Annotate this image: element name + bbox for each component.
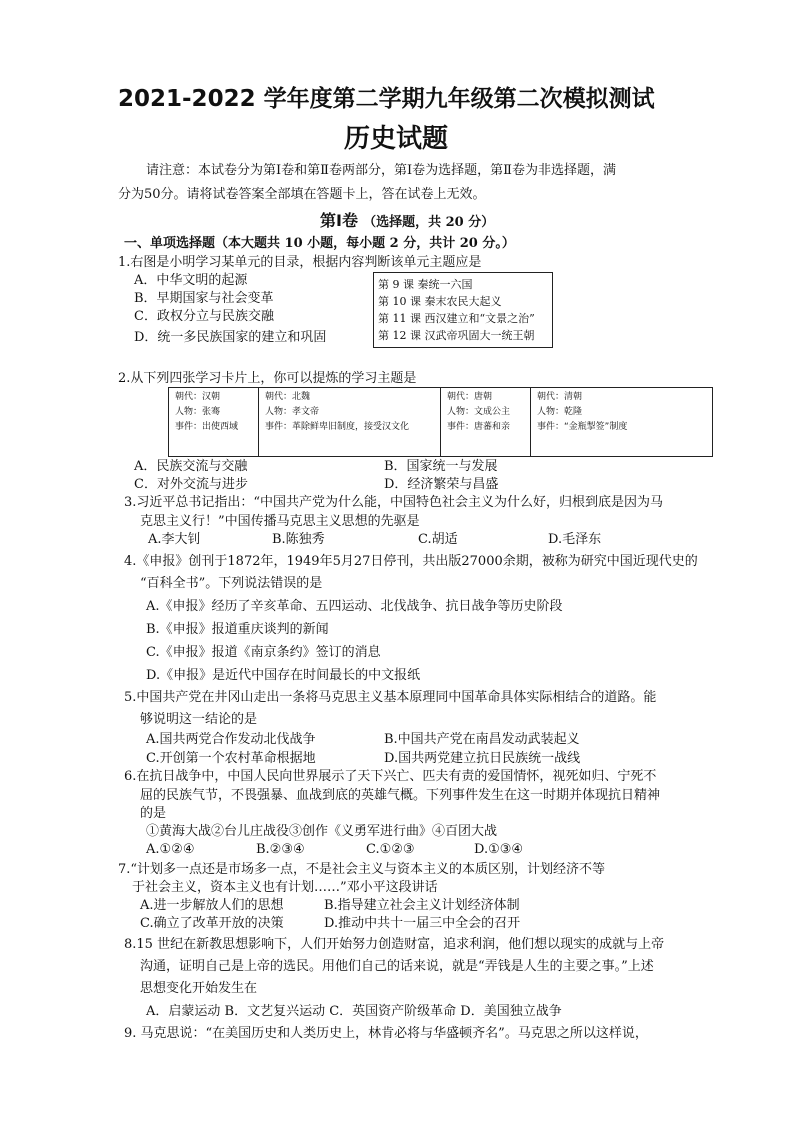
q5-stem-line-1: 5.中国共产党在井冈山走出一条将马克思主义基本原理同中国革命具体实际相结合的道路。能: [124, 690, 657, 705]
q9-stem-line-1: 9. 马克思说：“在美国历史和人类历史上，林肯必将与华盛顿齐名”。马克思之所以这样说，: [124, 1026, 648, 1041]
q6-stem-line-2: 屈的民族气节，不畏强暴、血战到底的英雄气概。下列事件发生在这一时期并体现抗日精神: [140, 788, 661, 803]
card-event: 事件：“金瓶掣签”制度: [537, 422, 628, 432]
q7-option-b: B.指导建立社会主义计划经济体制: [324, 898, 520, 913]
q1-option-c: C．政权分立与民族交融: [134, 309, 274, 324]
exam-title: 2021-2022 学年度第二学期九年级第二次模拟测试: [118, 86, 655, 112]
q2-stem: 2.从下列四张学习卡片上，你可以提炼的学习主题是: [118, 371, 417, 386]
q3-option-d: D.毛泽东: [548, 532, 602, 547]
card-event: 事件：唐蕃和亲: [447, 422, 511, 432]
q6-stem-line-3: 的是: [140, 806, 167, 821]
study-card: [531, 388, 712, 456]
q1-catalog-box: [373, 272, 553, 348]
q3-option-c: C.胡适: [418, 532, 458, 547]
q5-option-d: D.国共两党建立抗日民族统一战线: [384, 751, 581, 766]
q8-stem-line-3: 思想变化开始发生在: [140, 981, 258, 996]
q7-stem-line-2: 于社会主义，资本主义也有计划……”邓小平这段讲话: [132, 880, 438, 895]
card-person: 人物：张骞: [175, 407, 221, 417]
part1-title: 第Ⅰ卷: [320, 211, 358, 230]
catalog-lesson-12: 第 12 课 汉武帝巩固大一统王朝: [378, 329, 535, 342]
q2-study-cards: [168, 387, 713, 457]
card-dynasty: 朝代：唐朝: [447, 392, 493, 402]
q8-options: A．启蒙运动 B．文艺复兴运动 C．英国资产阶级革命 D．美国独立战争: [146, 1004, 562, 1019]
q1-option-b: B．早期国家与社会变革: [134, 291, 274, 306]
q6-items: ①黄海大战②台儿庄战役③创作《义勇军进行曲》④百团大战: [146, 824, 498, 839]
q3-option-b: B.陈独秀: [272, 532, 325, 547]
catalog-lesson-11: 第 11 课 西汉建立和“文景之治”: [378, 312, 535, 325]
q4-option-a: A.《申报》经历了辛亥革命、五四运动、北伐战争、抗日战争等历史阶段: [146, 599, 563, 614]
q4-option-d: D.《申报》是近代中国存在时间最长的中文报纸: [146, 668, 421, 683]
card-dynasty: 朝代：清朝: [537, 392, 583, 402]
q6-option-b: B.②③④: [256, 842, 305, 857]
notice-line-2: 分为50分。请将试卷答案全部填在答题卡上，答在试卷上无效。: [118, 187, 486, 202]
catalog-lesson-10: 第 10 课 秦末农民大起义: [378, 295, 502, 308]
part1-subtitle: （选择题，共 20 分）: [363, 215, 495, 230]
q7-stem-line-1: 7.“计划多一点还是市场多一点，不是社会主义与资本主义的本质区别，计划经济不等: [118, 862, 606, 877]
q6-option-d: D.①③④: [474, 842, 524, 857]
q1-option-d: D．统一多民族国家的建立和巩固: [134, 330, 327, 345]
card-person: 人物：文成公主: [447, 407, 511, 417]
q2-option-d: D．经济繁荣与昌盛: [384, 477, 499, 492]
q4-option-b: B.《申报》报道重庆谈判的新闻: [146, 622, 329, 637]
q8-stem-line-1: 8.15 世纪在新教思想影响下，人们开始努力创造财富，追求利润，他们想以现实的成就与上帝: [124, 937, 665, 952]
q3-stem-line-1: 3.习近平总书记指出：“中国共产党为什么能，中国特色社会主义为什么好，归根到底是因为马: [124, 495, 664, 510]
q1-option-a: A．中华文明的起源: [134, 273, 248, 288]
q7-option-d: D.推动中共十一届三中全会的召开: [324, 916, 521, 931]
study-card: [441, 388, 531, 456]
q7-option-c: C.确立了改革开放的决策: [140, 916, 284, 931]
q7-option-a: A.进一步解放人们的思想: [140, 898, 284, 913]
q5-option-b: B.中国共产党在南昌发动武装起义: [384, 732, 580, 747]
study-card: [169, 388, 259, 456]
catalog-lesson-9: 第 9 课 秦统一六国: [378, 278, 473, 291]
q5-option-c: C.开创第一个农村革命根据地: [146, 751, 316, 766]
card-event: 事件：出使西域: [175, 422, 239, 432]
card-dynasty: 朝代：北魏: [265, 392, 311, 402]
notice-line-1: 请注意：本试卷分为第Ⅰ卷和第Ⅱ卷两部分，第Ⅰ卷为选择题，第Ⅱ卷为非选择题，满: [146, 163, 616, 178]
q2-option-c: C．对外交流与进步: [134, 477, 248, 492]
q2-option-b: B．国家统一与发展: [384, 459, 498, 474]
subject-title: 历史试题: [344, 124, 449, 154]
section-heading: 一、单项选择题（本大题共 10 小题，每小题 2 分，共计 20 分。）: [124, 236, 515, 251]
card-person: 人物：孝文帝: [265, 407, 320, 417]
part1-heading: [320, 208, 494, 232]
q6-option-c: C.①②③: [366, 842, 415, 857]
q5-option-a: A.国共两党合作发动北伐战争: [146, 732, 316, 747]
q4-option-c: C.《申报》报道《南京条约》签订的消息: [146, 645, 381, 660]
q1-stem: 1.右图是小明学习某单元的目录，根据内容判断该单元主题应是: [118, 255, 482, 270]
q4-stem-line-2: “百科全书”。下列说法错误的是: [140, 576, 323, 591]
card-event: 事件：革除鲜卑旧制度，接受汉文化: [265, 422, 410, 432]
card-person: 人物：乾隆: [537, 407, 583, 417]
q3-option-a: A.李大钊: [148, 532, 201, 547]
study-card: [259, 388, 441, 456]
q8-stem-line-2: 沟通，证明自己是上帝的选民。用他们自己的话来说，就是“弄钱是人生的主要之事。”上述: [140, 959, 654, 974]
q6-option-a: A.①②④: [146, 842, 195, 857]
q4-stem-line-1: 4.《申报》创刊于1872年，1949年5月27日停刊，共出版27000余期，被称为研究中国近现代史的: [124, 554, 698, 569]
q6-stem-line-1: 6.在抗日战争中，中国人民向世界展示了天下兴亡、匹夫有责的爱国情怀，视死如归、宁死不: [124, 769, 657, 784]
q5-stem-line-2: 够说明这一结论的是: [140, 712, 258, 727]
q2-option-a: A．民族交流与交融: [134, 459, 248, 474]
q3-stem-line-2: 克思主义行！”中国传播马克思主义思想的先驱是: [140, 514, 420, 529]
card-dynasty: 朝代：汉朝: [175, 392, 221, 402]
